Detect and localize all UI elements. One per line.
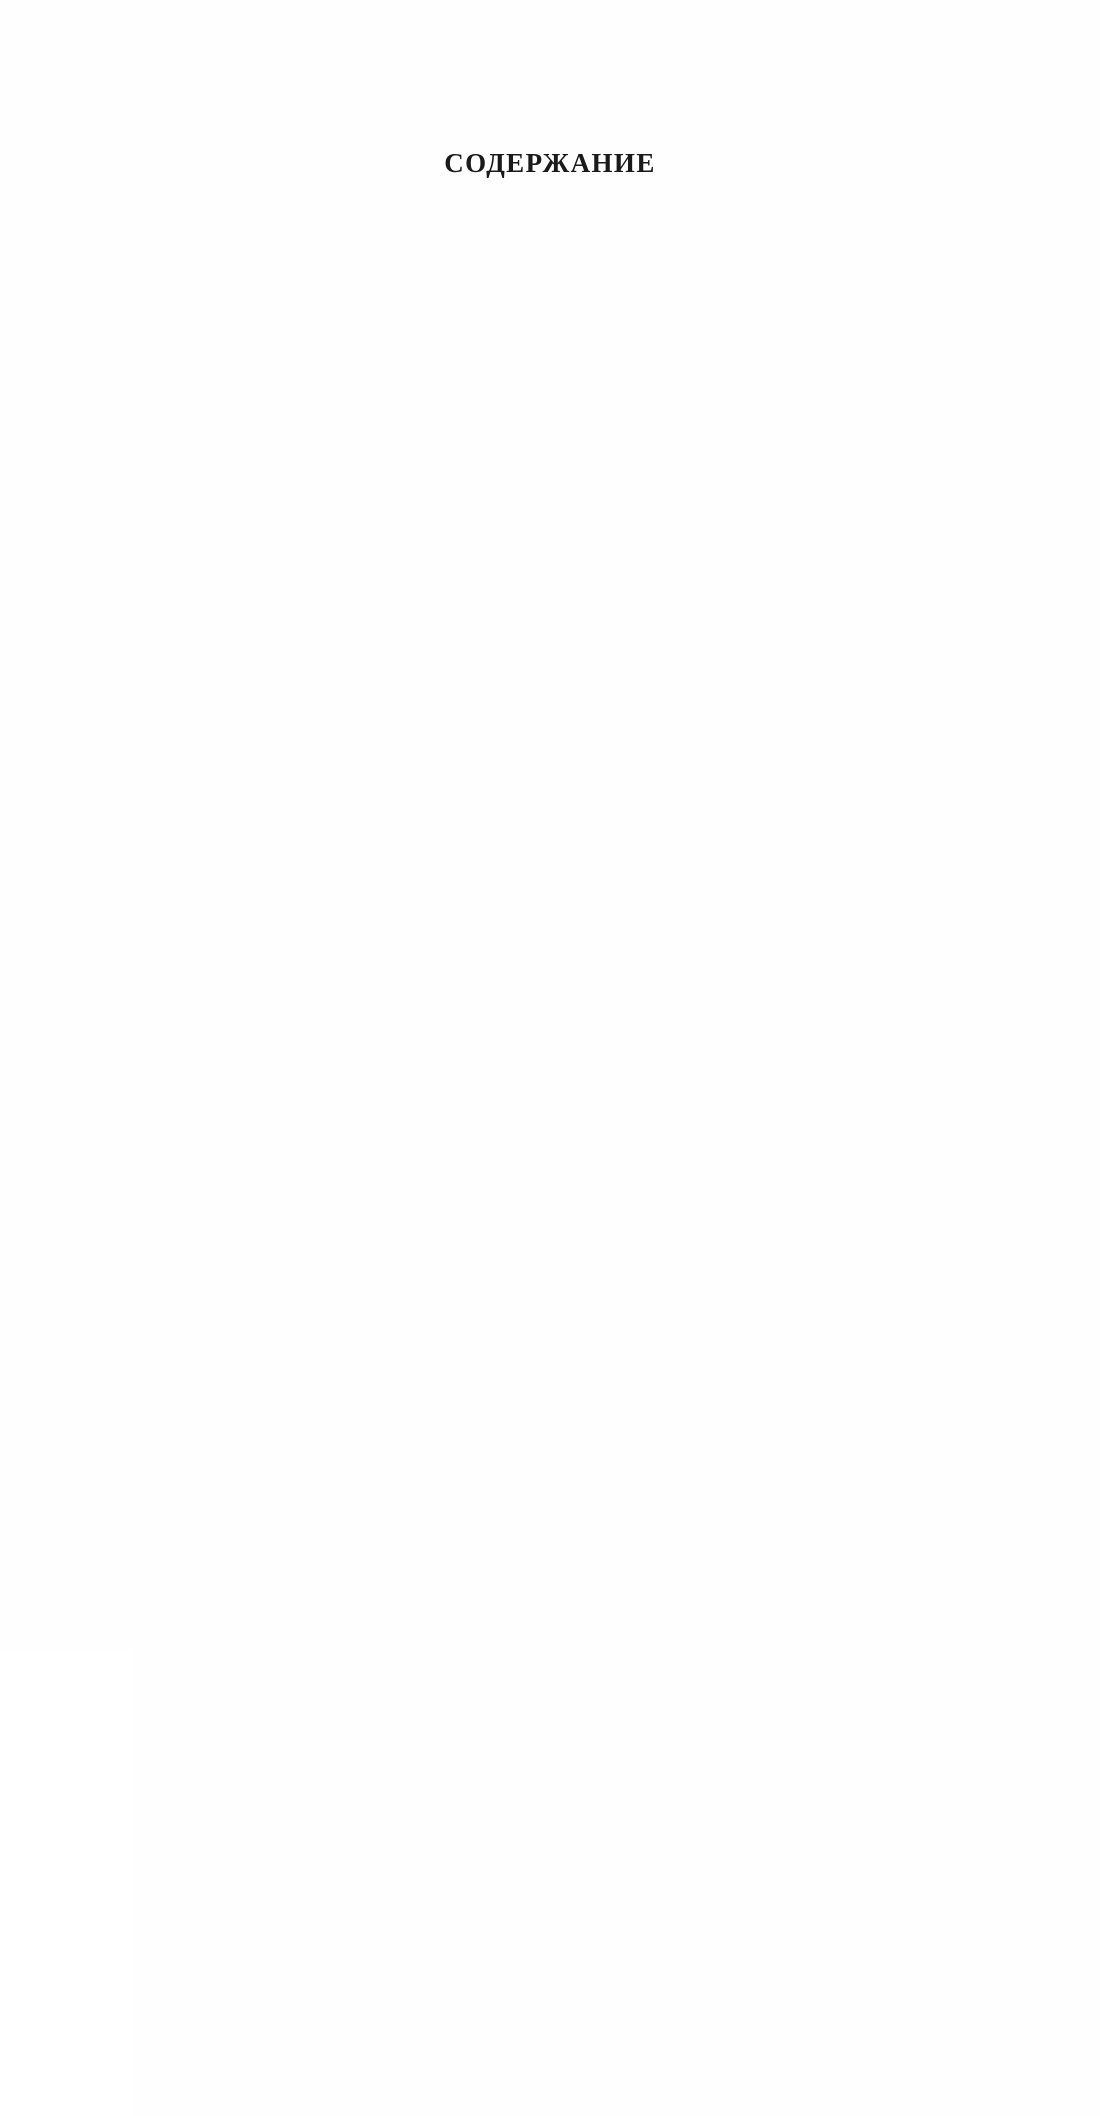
toc-major-works xyxy=(133,956,920,1270)
list-item[interactable] xyxy=(133,1244,920,1270)
page-title: СОДЕРЖАНИЕ xyxy=(444,148,656,178)
toc-page-number xyxy=(133,466,1100,2116)
table-of-contents xyxy=(133,466,920,1270)
